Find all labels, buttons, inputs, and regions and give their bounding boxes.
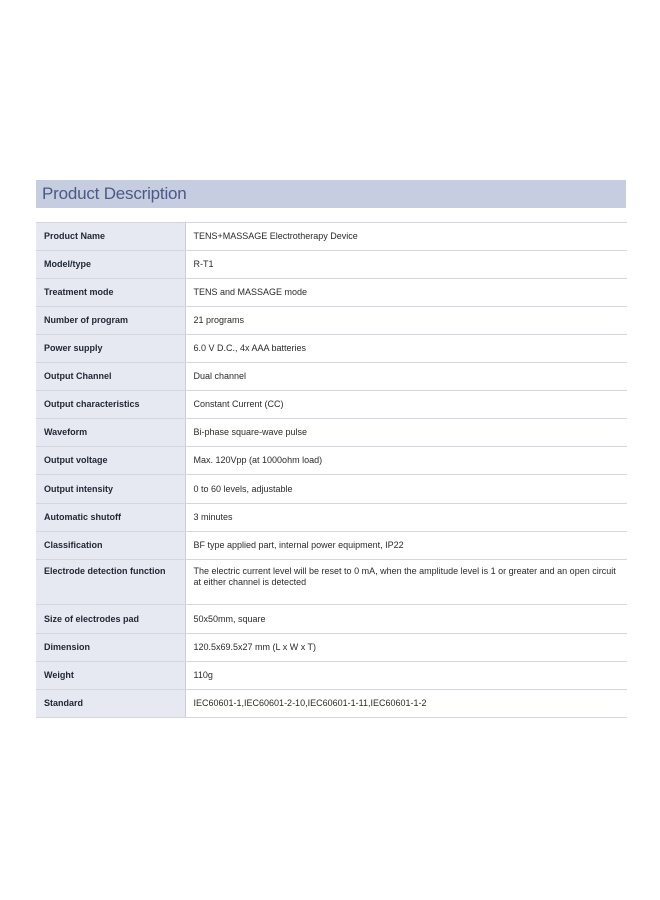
spec-label: Treatment mode	[36, 279, 185, 307]
spec-value: 6.0 V D.C., 4x AAA batteries	[185, 335, 627, 363]
spec-label: Classification	[36, 532, 185, 560]
spec-label: Power supply	[36, 335, 185, 363]
spec-row-output-channel	[36, 363, 627, 391]
spec-row-number-of-program	[36, 307, 627, 335]
spec-value: Constant Current (CC)	[185, 391, 627, 419]
spec-value: IEC60601-1,IEC60601-2-10,IEC60601-1-11,IEC60601-1-2	[185, 690, 627, 718]
spec-label: Standard	[36, 690, 185, 718]
spec-row-product-name	[36, 223, 627, 251]
spec-value: 3 minutes	[185, 504, 627, 532]
spec-value: Dual channel	[185, 363, 627, 391]
spec-label: Output intensity	[36, 475, 185, 504]
spec-row-output-intensity	[36, 475, 627, 504]
spec-value: Max. 120Vpp (at 1000ohm load)	[185, 447, 627, 475]
spec-label: Waveform	[36, 419, 185, 447]
spec-label: Size of electrodes pad	[36, 605, 185, 634]
product-spec-table	[36, 222, 627, 718]
spec-value: 50x50mm, square	[185, 605, 627, 634]
spec-label: Output characteristics	[36, 391, 185, 419]
spec-row-treatment-mode	[36, 279, 627, 307]
spec-row-output-characteristics	[36, 391, 627, 419]
spec-label: Number of program	[36, 307, 185, 335]
spec-value: TENS+MASSAGE Electrotherapy Device	[185, 223, 627, 251]
spec-row-weight	[36, 662, 627, 690]
spec-row-standard	[36, 690, 627, 718]
spec-label: Output Channel	[36, 363, 185, 391]
spec-row-dimension	[36, 634, 627, 662]
spec-label: Automatic shutoff	[36, 504, 185, 532]
spec-value: 0 to 60 levels, adjustable	[185, 475, 627, 504]
spec-value: The electric current level will be reset to 0 mA, when the amplitude level is 1 or greater and an open circuit at either channel is detected	[185, 560, 627, 605]
spec-value: Bi-phase square-wave pulse	[185, 419, 627, 447]
spec-label: Weight	[36, 662, 185, 690]
spec-value: TENS and MASSAGE mode	[185, 279, 627, 307]
spec-value: R-T1	[185, 251, 627, 279]
spec-label: Model/type	[36, 251, 185, 279]
spec-row-model-type	[36, 251, 627, 279]
spec-label: Dimension	[36, 634, 185, 662]
spec-row-waveform	[36, 419, 627, 447]
spec-row-classification	[36, 532, 627, 560]
spec-row-automatic-shutoff	[36, 504, 627, 532]
spec-label: Output voltage	[36, 447, 185, 475]
spec-row-power-supply	[36, 335, 627, 363]
spec-label: Electrode detection function	[36, 560, 185, 605]
spec-label: Product Name	[36, 223, 185, 251]
page-title: Product Description	[42, 184, 187, 203]
spec-value: 110g	[185, 662, 627, 690]
spec-row-size-of-electrodes-pad	[36, 605, 627, 634]
spec-row-electrode-detection-function	[36, 560, 627, 605]
spec-value: BF type applied part, internal power equipment, IP22	[185, 532, 627, 560]
spec-value: 120.5x69.5x27 mm (L x W x T)	[185, 634, 627, 662]
spec-value: 21 programs	[185, 307, 627, 335]
spec-row-output-voltage	[36, 447, 627, 475]
product-description-header	[36, 180, 626, 208]
